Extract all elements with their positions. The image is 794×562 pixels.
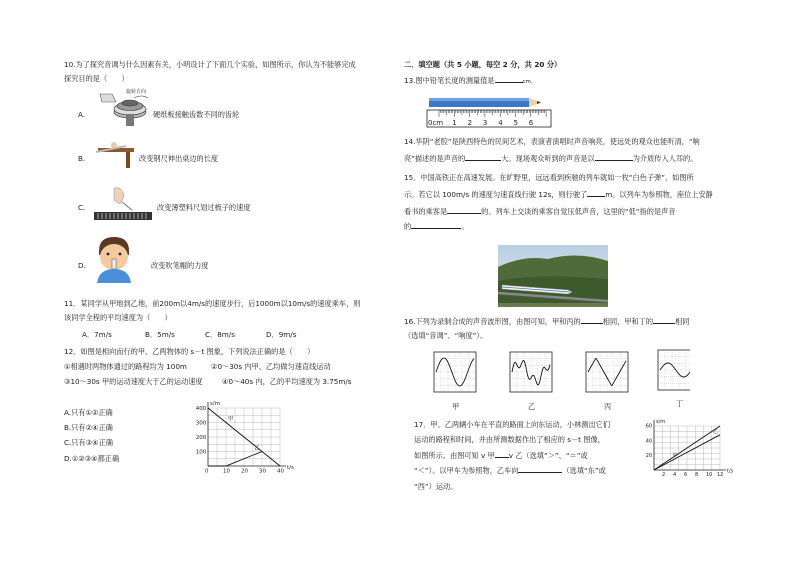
- q11-optA: A．7m/s: [82, 330, 112, 339]
- x-tick-label: 4: [673, 472, 677, 478]
- q14-blank-1[interactable]: [465, 160, 501, 161]
- ruler-tick-label: 5: [513, 119, 518, 127]
- ruler-tick-label: 1: [452, 119, 457, 127]
- x-tick-label: 0: [205, 468, 209, 475]
- q15-blank-2[interactable]: [447, 213, 481, 214]
- q16-part-b: 相同，甲和丁的: [602, 317, 654, 326]
- q10-optA-letter: A.: [78, 110, 86, 119]
- q12-line1: 12．如图是相向而行的甲、乙两物体的 s－t 图象，下列说法正确的是（ ）: [64, 347, 315, 356]
- q16-blank-1[interactable]: [581, 323, 603, 324]
- q17-line3: [414, 451, 588, 460]
- q16-line1: [404, 317, 689, 326]
- q17-blank-2[interactable]: [518, 472, 562, 473]
- q15-line1: 15．中国高铁正在高速发展。在旷野里，远远看到疾驰的列车就如一枚“白色子弹”，如图所: [404, 173, 694, 182]
- q17-part-4b: （选填“东”或: [562, 466, 606, 475]
- x-tick-label: 10: [223, 468, 230, 475]
- q14-blank-2[interactable]: [595, 160, 633, 161]
- q12-statement1: ①相遇时两物体通过的路程均为 100m: [64, 362, 187, 371]
- q15-part-4a: 的: [404, 222, 412, 231]
- q10-optB-text: 改变钢尺伸出桌边的长度: [139, 154, 219, 163]
- q17-line2: 运动的路程和时间，并由所测数据作出了相应的 s－t 图像，: [414, 435, 605, 444]
- q17-blank-1[interactable]: [495, 457, 509, 458]
- q15-part-2a: 示。若它以 100m/s 的速度匀速直线行驶 12s，则行驶了: [404, 190, 588, 199]
- x-tick-label: 40: [277, 468, 284, 475]
- q14-line1: 14.华阴“老腔”是陕西特色的民间艺术，表演者演唱时声音响亮，使远处的观众也能听清，“响: [404, 137, 700, 146]
- series-label-2: 乙: [254, 445, 261, 452]
- series-label-1: 甲: [228, 416, 234, 423]
- x-tick-label: 2: [662, 472, 666, 478]
- q12-statement2: ②0～30s 内甲、乙均做匀速直线运动: [211, 362, 331, 371]
- q10-optC-letter: C.: [78, 203, 86, 212]
- q16-blank-2[interactable]: [653, 323, 675, 324]
- q10-optD-letter: D.: [78, 261, 86, 270]
- st-chart-q12: [190, 398, 300, 478]
- q14-line2: [404, 154, 697, 163]
- q11-optB: B．5m/s: [145, 330, 175, 339]
- q17-line1: 17．甲、乙两辆小车在平直的路面上向东运动，小林测出它们: [414, 420, 611, 429]
- series-label-1: 甲: [672, 453, 678, 459]
- q15-part-3b: 的。列车上交谈的乘客自觉压低声音，这里的“低”指的是声音: [481, 207, 676, 216]
- x-tick-label: 20: [241, 468, 248, 475]
- section-title: 二．填空题（共 5 小题，每空 2 分，共 20 分）: [404, 60, 562, 69]
- q12-statement3: ③10～30s 甲的运动速度大于乙的运动速度: [64, 377, 203, 386]
- wave-label-jia: 甲: [452, 402, 460, 411]
- ruler-tick-label: 3: [482, 119, 488, 127]
- waveform-figures: [430, 348, 690, 410]
- y-axis-label: s/m: [210, 401, 221, 407]
- q15-part-4b: 。: [461, 222, 469, 231]
- q17-line5: “西”）运动。: [414, 482, 458, 491]
- q14-part-a: 亮”描述的是声音的: [404, 154, 466, 163]
- rotation-label: 旋转方向: [126, 89, 147, 95]
- q13-prompt: 13.图中铅笔长度的测量值是: [404, 76, 495, 85]
- q17-part-4a: “＜”）。以甲车为参照物，乙车向: [414, 466, 519, 475]
- y-tick-label: 20: [645, 453, 653, 459]
- q17-line4: [414, 466, 606, 475]
- q11-optD: D．9m/s: [266, 330, 297, 339]
- q10-line2: 探究目的是（ ）: [64, 74, 129, 83]
- x-tick-label: 8: [695, 472, 699, 478]
- q10-optB-letter: B.: [78, 154, 86, 163]
- q12-statement4: ④0～40s 内，乙的平均速度为 3.75m/s: [222, 377, 352, 386]
- series-label-2: 乙: [713, 428, 719, 435]
- q10-optA-text: 硬纸板接触齿数不同的齿轮: [153, 110, 240, 119]
- q16-part-a: 16.下列为录制合成的声音波形图，由图可知，甲和丙的: [404, 317, 581, 326]
- q16-line2: （选填“音调”、“响度”）。: [404, 331, 488, 340]
- q15-line3: [404, 207, 675, 216]
- x-axis-label: t/s: [727, 468, 734, 475]
- y-tick-label: 200: [195, 434, 207, 441]
- y-tick-label: 40: [645, 438, 653, 445]
- q12-optD: D.①②③④都正确: [64, 454, 120, 463]
- ruler-tick-label: 4: [498, 119, 503, 127]
- q13-text: [404, 76, 536, 86]
- wave-label-bing: 丙: [604, 402, 612, 411]
- q14-part-b: 大。现场观众听到的声音是以: [501, 154, 595, 163]
- y-tick-label: 400: [195, 405, 207, 412]
- st-chart-q17: [640, 418, 736, 480]
- y-tick-label: 300: [195, 420, 207, 427]
- q10-line1: 10.为了探究音调与什么因素有关，小明设计了下面几个实验，如图所示，你认为不能够完成: [64, 60, 356, 69]
- q13-unit: cm。: [522, 79, 537, 85]
- q12-optB: B.只有②④正确: [64, 423, 113, 432]
- ruler-tick-label: 2: [467, 119, 473, 127]
- ruler-tick-label: 6: [528, 119, 534, 127]
- y-axis-label: s/m: [656, 419, 666, 425]
- ruler-unit-label: 0cm: [428, 119, 444, 127]
- q15-part-2b: m。以列车为参照物，座位上安静: [605, 190, 713, 199]
- x-tick-label: 6: [684, 472, 688, 478]
- wave-label-ding: 丁: [676, 399, 684, 408]
- q16-part-c: 相同: [675, 317, 690, 326]
- ruler-table-figure: [92, 140, 136, 170]
- q15-blank-1[interactable]: [587, 196, 605, 197]
- comb-figure: [92, 186, 154, 222]
- q11-line1: 11．某同学从甲地到乙地，前200m以4m/s的速度步行，后1000m以10m/s的速度乘车，则: [64, 299, 361, 308]
- train-photo: [498, 245, 608, 307]
- q15-line4: [404, 222, 468, 231]
- q10-optC-text: 改变薄塑料尺划过梳子的速度: [157, 203, 251, 212]
- q10-optD-text: 改变吹笔帽的力度: [151, 261, 209, 270]
- q15-blank-3[interactable]: [411, 228, 461, 229]
- q11-optC: C．8m/s: [205, 330, 235, 339]
- q12-optC: C.只有③④正确: [64, 438, 113, 447]
- q17-part-3b: v 乙（选填“＞”、“＝”或: [508, 451, 588, 460]
- wave-label-yi: 乙: [528, 402, 536, 411]
- x-axis-label: t/s: [287, 464, 294, 471]
- x-tick-label: 30: [259, 468, 266, 475]
- y-tick-label: 100: [195, 449, 207, 456]
- q15-part-3a: 看书的乘客是: [404, 207, 448, 216]
- q17-part-3a: 如图所示。由图可知 v 甲: [414, 451, 495, 460]
- x-tick-label: 10: [706, 472, 713, 478]
- q12-optA: A.只有①②正确: [64, 408, 113, 417]
- x-tick-label: 12: [717, 472, 724, 478]
- y-tick-label: 60: [645, 423, 653, 430]
- q11-line2: 该同学全程的平均速度为（ ）: [64, 313, 172, 322]
- q14-part-c: 为介质传入人耳的。: [632, 154, 698, 163]
- pencil-ruler-figure: [426, 91, 554, 129]
- q13-blank[interactable]: [495, 82, 523, 83]
- boy-figure: [93, 235, 135, 283]
- q15-line2: [404, 190, 713, 199]
